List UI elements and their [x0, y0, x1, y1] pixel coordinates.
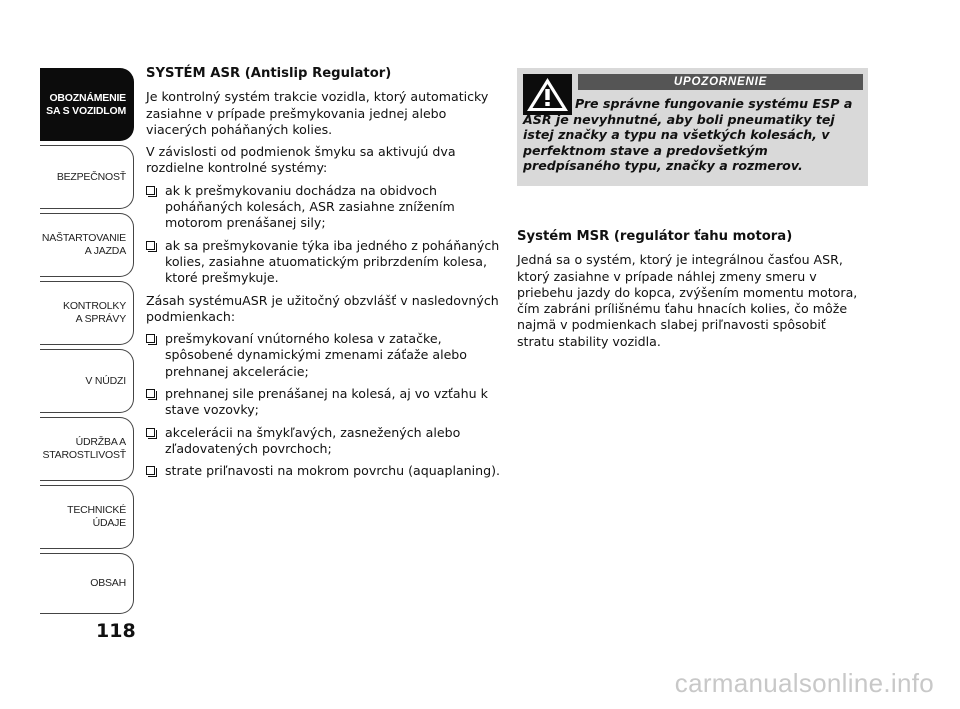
warning-text: Pre správne fungovanie systému ESP a ASR je nevyhnutné, aby boli pneumatiky tej istej značky a typu na všetkých kolesách, v perfektnom stave a predovšetkým predpísaného typu, značky a rozmerov.: [523, 96, 853, 173]
tab-technicke-udaje[interactable]: [40, 485, 134, 549]
tab-udrzba[interactable]: [40, 417, 134, 481]
asr-usefulness-intro: Zásah systémuASR je užitočný obzvlášť v nasledovných podmienkach:: [146, 292, 499, 324]
list-item-text: ak k prešmykovaniu dochádza na obidvoch poháňaných kolesách, ASR zasiahne znížením motorom prenášanej sily;: [165, 182, 455, 231]
tab-label: OBOZNÁMENIE SA S VOZIDLOM: [46, 91, 126, 117]
checkbox-bullet-icon: [146, 428, 155, 437]
tab-label: BEZPEČNOSŤ: [56, 170, 126, 183]
asr-section: [146, 66, 506, 486]
msr-heading: Systém MSR (regulátor ťahu motora): [517, 229, 793, 244]
list-item: [146, 386, 506, 419]
list-item: [146, 331, 506, 380]
asr-heading: SYSTÉM ASR (Antislip Regulator): [146, 66, 392, 81]
checkbox-bullet-icon: [146, 389, 155, 398]
list-item-text: akcelerácii na šmykľavých, zasnežených alebo zľadovatených povrchoch;: [165, 424, 461, 456]
msr-section: [517, 229, 867, 350]
tab-label: OBSAH: [90, 577, 126, 589]
watermark: carmanualsonline.info: [674, 668, 934, 698]
list-item: [146, 183, 506, 232]
list-item-text: ak sa prešmykovanie týka iba jedného z poháňaných kolies, zasiahne atuomatickým pribrzdením kolesa, ktoré prešmykuje.: [165, 237, 500, 286]
checkbox-bullet-icon: [146, 334, 155, 343]
list-item-text: prešmykovaní vnútorného kolesa v zatačke, spôsobené dynamickými zmenami záťaže alebo prehnanej akcelerácie;: [165, 331, 468, 379]
list-item: [146, 463, 506, 479]
list-item-text: prehnanej sile prenášanej na kolesá, aj vo vzťahu k stave vozovky;: [165, 386, 488, 418]
checkbox-bullet-icon: [146, 466, 155, 475]
tab-obsah[interactable]: [40, 553, 134, 614]
tab-label: KONTROLKY A SPRÁVY: [63, 300, 126, 325]
asr-situations-list: [146, 331, 506, 479]
asr-conditions-intro: V závislosti od podmienok šmyku sa aktivujú dva rozdielne kontrolné systémy:: [146, 144, 456, 176]
tab-nastartovanie[interactable]: [40, 213, 134, 277]
tab-kontrolky[interactable]: [40, 281, 134, 345]
tab-v-nudzi[interactable]: [40, 349, 134, 413]
warning-box: [517, 68, 868, 186]
chapter-tabs: [40, 68, 134, 618]
asr-conditions-list: [146, 183, 506, 287]
asr-intro: Je kontrolný systém trakcie vozidla, ktorý automaticky zasiahne v prípade prešmykovania jednej alebo viacerých poháňaných kolies.: [146, 89, 489, 137]
tab-label: TECHNICKÉ ÚDAJE: [67, 504, 126, 529]
tab-label: ÚDRŽBA A STAROSTLIVOSŤ: [42, 436, 126, 461]
list-item-text: strate priľnavosti na mokrom povrchu (aquaplaning).: [165, 463, 501, 479]
tab-oboznamenie[interactable]: [40, 68, 134, 141]
tab-label: NAŠTARTOVANIE A JAZDA: [41, 232, 126, 257]
checkbox-bullet-icon: [146, 241, 155, 250]
msr-text: Jedná sa o systém, ktorý je integrálnou časťou ASR, ktorý zasiahne v prípade náhlej zmeny smeru v priebehu jazdy do kopca, zvýšením momentu motora, čím zabráni prílišnému ťahu hnacích kolies, čo môže najmä v podmienkach slabej priľnavosti spôsobiť stratu stability vozidla.: [517, 252, 858, 349]
list-item: [146, 238, 506, 287]
page-number: 118: [96, 620, 136, 642]
list-item: [146, 425, 506, 458]
tab-bezpecnost[interactable]: [40, 145, 134, 209]
tab-label: V NÚDZI: [85, 374, 126, 387]
warning-title: UPOZORNENIE: [578, 74, 863, 90]
checkbox-bullet-icon: [146, 186, 155, 195]
